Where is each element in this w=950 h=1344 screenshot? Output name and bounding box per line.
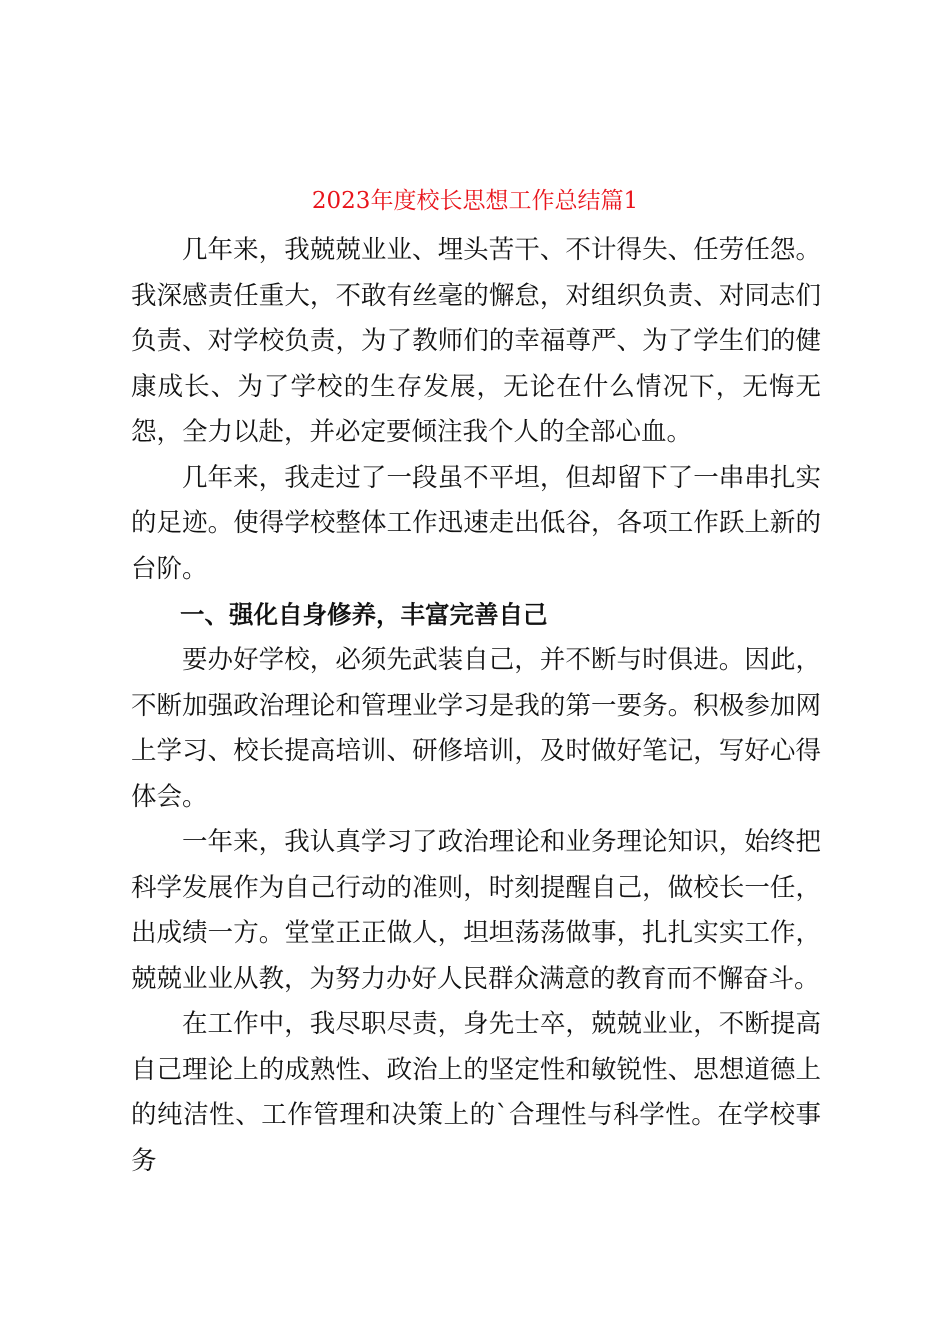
document-body [131, 228, 821, 1184]
paragraph-footprints: 几年来，我走过了一段虽不平坦，但却留下了一串串扎实的足迹。使得学校整体工作迅速走出低谷，各项工作跃上新的台阶。 [131, 462, 821, 584]
paragraph-year-review: 一年来，我认真学习了政治理论和业务理论知识，始终把科学发展作为自己行动的准则，时刻提醒自己，做校长一任，出成绩一方。堂堂正正做人，坦坦荡荡做事，扎扎实实工作，兢兢业业从教，为努力办好人民群众满意的教育而不懈奋斗。 [131, 827, 821, 994]
paragraph-intro: 几年来，我兢兢业业、埋头苦干、不计得失、任劳任怨。我深感责任重大，不敢有丝毫的懈怠，对组织负责、对同志们负责、对学校负责，为了教师们的幸福尊严、为了学生们的健康成长、为了学校的生存发展，无论在什么情况下，无悔无怨，全力以赴，并必定要倾注我个人的全部心血。 [131, 235, 821, 447]
section-heading: 一、强化自身修养，丰富完善自己 [180, 600, 548, 629]
paragraph-study: 要办好学校，必须先武装自己，并不断与时俱进。因此，不断加强政治理论和管理业学习是我的第一要务。积极参加网上学习、校长提高培训、研修培训，及时做好笔记，写好心得体会。 [131, 645, 821, 812]
document-title: 2023年度校长思想工作总结篇1 [311, 188, 639, 214]
paragraph-work: 在工作中，我尽职尽责，身先士卒，兢兢业业，不断提高自己理论上的成熟性、政治上的坚定性和敏锐性、思想道德上的纯洁性、工作管理和决策上的`合理性与科学性。在学校事务 [131, 1009, 821, 1176]
